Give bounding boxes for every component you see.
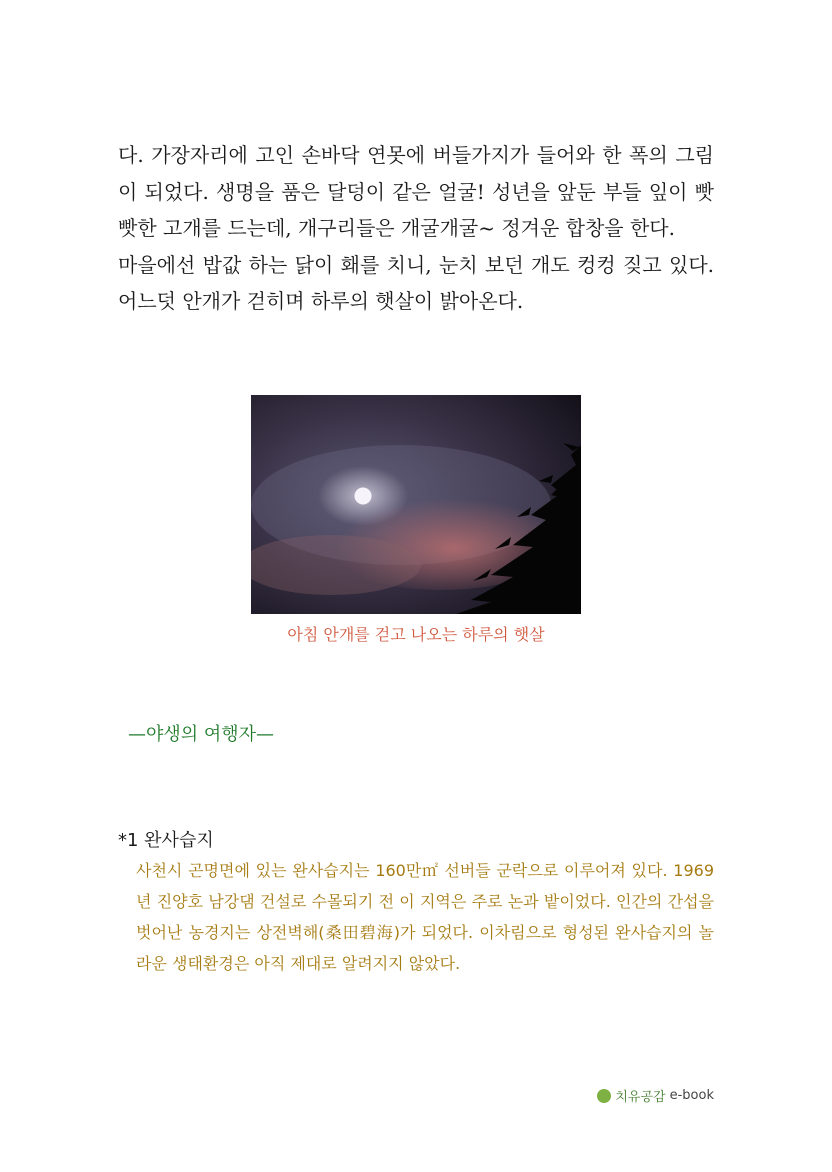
photo-caption: 아침 안개를 걷고 나오는 하루의 햇살: [287, 625, 545, 644]
footer-brand: 치유공감: [615, 1090, 666, 1105]
footer-label: e-book: [669, 1088, 714, 1103]
footer: [597, 1086, 714, 1105]
footnote-heading: *1 완사습지: [118, 830, 214, 851]
paragraph-1: 다. 가장자리에 고인 손바닥 연못에 버들가지가 들어와 한 폭의 그림이 되었다. 생명을 품은 달덩이 같은 얼굴! 성년을 앞둔 부들 잎이 빳빳한 고개를 드는데, 개구리들은 개굴개굴~ 정겨운 합창을 한다.: [118, 143, 714, 240]
footnote-text: 사천시 곤명면에 있는 완사습지는 160만㎡ 선버들 군락으로 이루어져 있다. 1969년 진양호 남강댐 건설로 수몰되기 전 이 지역은 주로 논과 밭이었다. 인간의 간섭을 벗어난 농경지는 상전벽해(桑田碧海)가 되었다. 이차림으로 형성된 완사습지의 놀라운 생태환경은 아직 제대로 알려지지 않았다.: [136, 861, 714, 973]
body-text: [118, 137, 714, 320]
paragraph-2: 마을에선 밥값 하는 닭이 홰를 치니, 눈치 보던 개도 컹컹 짖고 있다. 어느덧 안개가 걷히며 하루의 햇살이 밝아온다.: [118, 252, 714, 313]
moon: [355, 488, 372, 505]
leaf-logo-icon: [597, 1089, 611, 1103]
moon-photo: [251, 395, 581, 614]
section-title: —야생의 여행자—: [128, 724, 275, 745]
